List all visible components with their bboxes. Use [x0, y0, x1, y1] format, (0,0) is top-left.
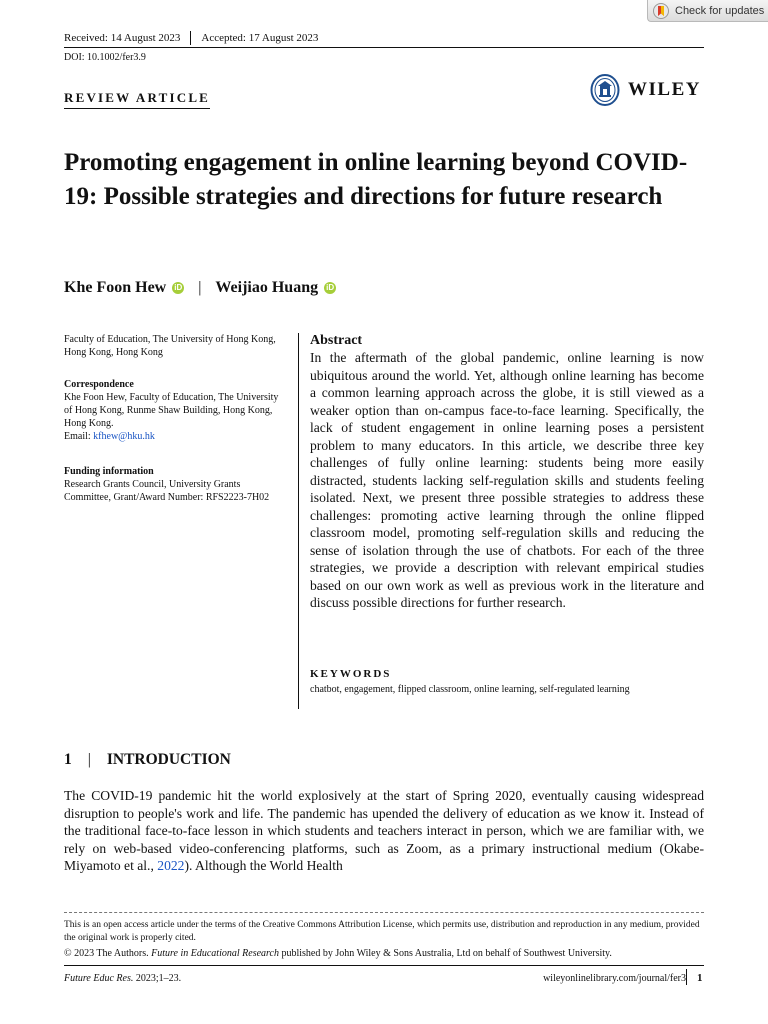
author-name[interactable]: Khe Foon Hew: [64, 279, 167, 296]
section-heading: [64, 751, 231, 769]
date-separator: [190, 31, 191, 45]
article-dates: [64, 31, 318, 45]
journal-abbrev: Future Educ Res.: [64, 973, 134, 984]
author-name[interactable]: Weijiao Huang: [215, 279, 319, 296]
university-seal-icon: [590, 74, 620, 106]
footer-rule: [64, 965, 704, 966]
abstract: [310, 333, 704, 612]
author-separator: |: [198, 279, 202, 296]
journal-meta: 2023;1–23.: [133, 973, 182, 984]
check-for-updates-badge[interactable]: [647, 0, 768, 22]
check-for-updates-label: Check for updates: [675, 4, 765, 17]
author-list: [64, 279, 336, 297]
section-title: INTRODUCTION: [106, 751, 231, 768]
correspondence-block: [64, 378, 279, 443]
section-separator: |: [87, 751, 91, 768]
page-number: 1: [697, 972, 703, 984]
funding-heading: Funding information: [64, 466, 154, 477]
publisher-name: WILEY: [628, 79, 701, 100]
copyright-line: [64, 948, 704, 959]
abstract-text: In the aftermath of the global pandemic, online learning is now ubiquitous around the world. Yet, although online learning has become a common learning approach across the globe, it is still viewed as a weaker option than on-campus face-to-face learning. Specifically, the lack of student engagement in online learning poses a persistent problem to many educators. In this article, we describe three key challenges of fully online learning: students being more easily distracted, students lacking self-regulation skills and students feeling isolated. Next, we present three possible strategies to address these challenges: promoting active learning through the online flipped classroom model, promoting self-regulation skills and reducing the sense of isolation through the use of chatbots. For each of the three strategies, we provide a description with relevant empirical studies based on our own work as well as previous work in the literature and discuss possible directions for further research.: [310, 350, 704, 610]
keywords-heading: KEYWORDS: [310, 668, 392, 680]
section-number: 1: [64, 751, 72, 768]
affiliation: Faculty of Education, The University of Hong Kong, Hong Kong, Hong Kong: [64, 334, 276, 358]
correspondence-heading: Correspondence: [64, 379, 134, 390]
footer-separator: [686, 969, 687, 985]
abstract-heading: Abstract: [310, 333, 363, 348]
funding-block: [64, 465, 279, 504]
license-text: This is an open access article under the terms of the Creative Commons Attribution License, which permits use, distribution and reproduction in any medium, provided the original work is properly cited.: [64, 920, 700, 943]
journal-website[interactable]: wileyonlinelibrary.com/journal/fer3: [543, 973, 686, 984]
received-date: Received: 14 August 2023: [64, 32, 181, 44]
correspondence-text: Khe Foon Hew, Faculty of Education, The University of Hong Kong, Runme Shaw Building, Hong Kong, Hong Kong.: [64, 392, 279, 429]
email-line: [64, 430, 279, 443]
doi: DOI: 10.1002/fer3.9: [64, 52, 146, 63]
orcid-icon[interactable]: iD: [174, 283, 183, 292]
check-updates-icon: [653, 3, 669, 19]
funding-text: Research Grants Council, University Grants Committee, Grant/Award Number: RFS2223-7H02: [64, 479, 270, 503]
header-rule: [64, 47, 704, 48]
orcid-icon[interactable]: iD: [326, 283, 335, 292]
email-link[interactable]: kfhew@hku.hk: [93, 431, 155, 442]
email-label: Email:: [64, 431, 94, 442]
accepted-date: Accepted: 17 August 2023: [201, 32, 319, 44]
copyright-prefix: © 2023 The Authors.: [64, 948, 152, 959]
footer-dashed-rule: [64, 912, 704, 913]
copyright-suffix: published by John Wiley & Sons Australia, Ltd on behalf of Southwest University.: [278, 948, 612, 959]
journal-citation: [64, 973, 181, 984]
copyright-journal: Future in Educational Research: [151, 948, 279, 959]
publisher-logo: [590, 74, 701, 106]
keywords-text: chatbot, engagement, flipped classroom, online learning, self-regulated learning: [310, 684, 630, 695]
intro-text-end: ). Although the World Health: [184, 858, 343, 873]
introduction-text: [64, 787, 704, 875]
intro-text-start: The COVID-19 pandemic hit the world explosively at the start of Spring 2020, eventually causing widespread disruption to people's work and life. The pandemic has upended the delivery of education as we know it. Instead of the traditional face-to-face lesson in which students and teachers interact in person, which we are familiar with, we rely on web-based video-conferencing platforms, such as Zoom, as a primary instructional medium (Okabe-Miyamoto et al.,: [64, 788, 704, 873]
citation-link[interactable]: 2022: [157, 858, 185, 873]
article-title: Promoting engagement in online learning beyond COVID-19: Possible strategies and directions for future research: [64, 149, 688, 210]
abstract-rule: [298, 333, 299, 709]
article-type: REVIEW ARTICLE: [64, 90, 210, 109]
